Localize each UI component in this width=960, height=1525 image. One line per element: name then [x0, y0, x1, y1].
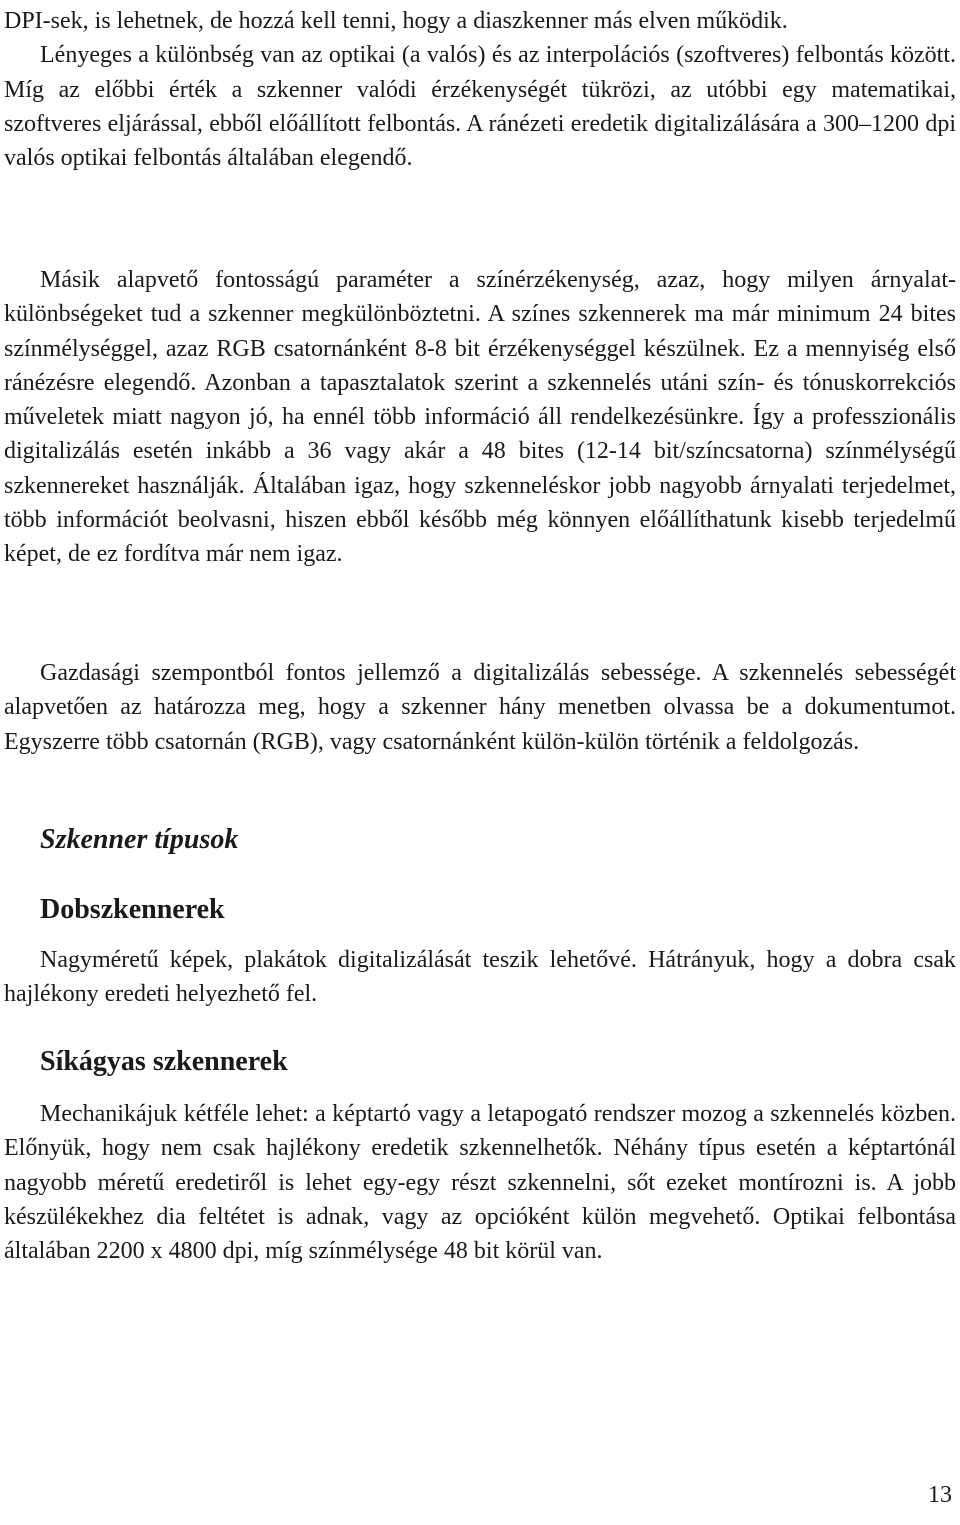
subheading-flatbed-scanners: Síkágyas szkennerek — [40, 1046, 288, 1077]
paragraph-color-sensitivity: Másik alapvető fontosságú paraméter a színérzékenység, azaz, hogy milyen árnyalat-különbségeket tud a szkenner megkülönböztetni. A színes szkennerek ma már minimum 24 bites színmélységgel, azaz RGB csatornánként 8-8 bit érzékenységgel készülnek. Ez a mennyiség első ránézésre elegendő. Azonban a tapasztalatok szerint a szkennelés utáni szín- és tónuskorrekciós műveletek miatt nagyon jó, ha ennél több információ áll rendelkezésünkre. Így a professzionális digitalizálás esetén inkább a 36 vagy akár a 48 bites (12-14 bit/színcsatorna) színmélységű szkennereket használják. Általában igaz, hogy szkenneléskor jobb nagyobb árnyalati terjedelmet, több információt beolvasni, hiszen ebből később még könnyen előállíthatunk kisebb terjedelmű képet, de ez fordítva már nem igaz. — [4, 267, 956, 568]
section-heading-scanner-types: Szkenner típusok — [40, 824, 239, 855]
paragraph-continuation: DPI-sek, is lehetnek, de hozzá kell tenni, hogy a diaszkenner más elven működik. — [4, 8, 788, 34]
paragraph-resolution — [4, 4, 956, 175]
page-number: 13 — [928, 1482, 952, 1508]
paragraph-drum-scanners: Nagyméretű képek, plakátok digitalizálását teszik lehetővé. Hátrányuk, hogy a dobra csak hajlékony eredeti helyezhető fel. — [4, 947, 956, 1008]
paragraph-flatbed-scanners: Mechanikájuk kétféle lehet: a képtartó vagy a letapogató rendszer mozog a szkennelés közben. Előnyük, hogy nem csak hajlékony eredetik szkennelhetők. Néhány típus esetén a képtartónál nagyobb méretű eredetiről is lehet egy-egy részt szkennelni, sőt ezeket montírozni is. A jobb készülékekhez dia feltétet is adnak, vagy az opcióként külön megvehető. Optikai felbontása általában 2200 x 4800 dpi, míg színmélysége 48 bit körül van. — [4, 1101, 956, 1265]
paragraph-optical-resolution: Lényeges a különbség van az optikai (a valós) és az interpolációs (szoftveres) felbontás között. Míg az előbbi érték a szkenner valódi érzékenységét tükrözi, az utóbbi egy matematikai, szoftveres eljárással, ebből előállított felbontás. A ránézeti eredetik digitalizálására a 300–1200 dpi valós optikai felbontás általában elegendő. — [4, 42, 956, 172]
subheading-drum-scanners: Dobszkennerek — [40, 894, 225, 925]
paragraph-scan-speed: Gazdasági szempontból fontos jellemző a digitalizálás sebessége. A szkennelés sebességét alapvetően az határozza meg, hogy a szkenner hány menetben olvassa be a dokumentumot. Egyszerre több csatornán (RGB), vagy csatornánként külön-külön történik a feldolgozás. — [4, 660, 956, 755]
